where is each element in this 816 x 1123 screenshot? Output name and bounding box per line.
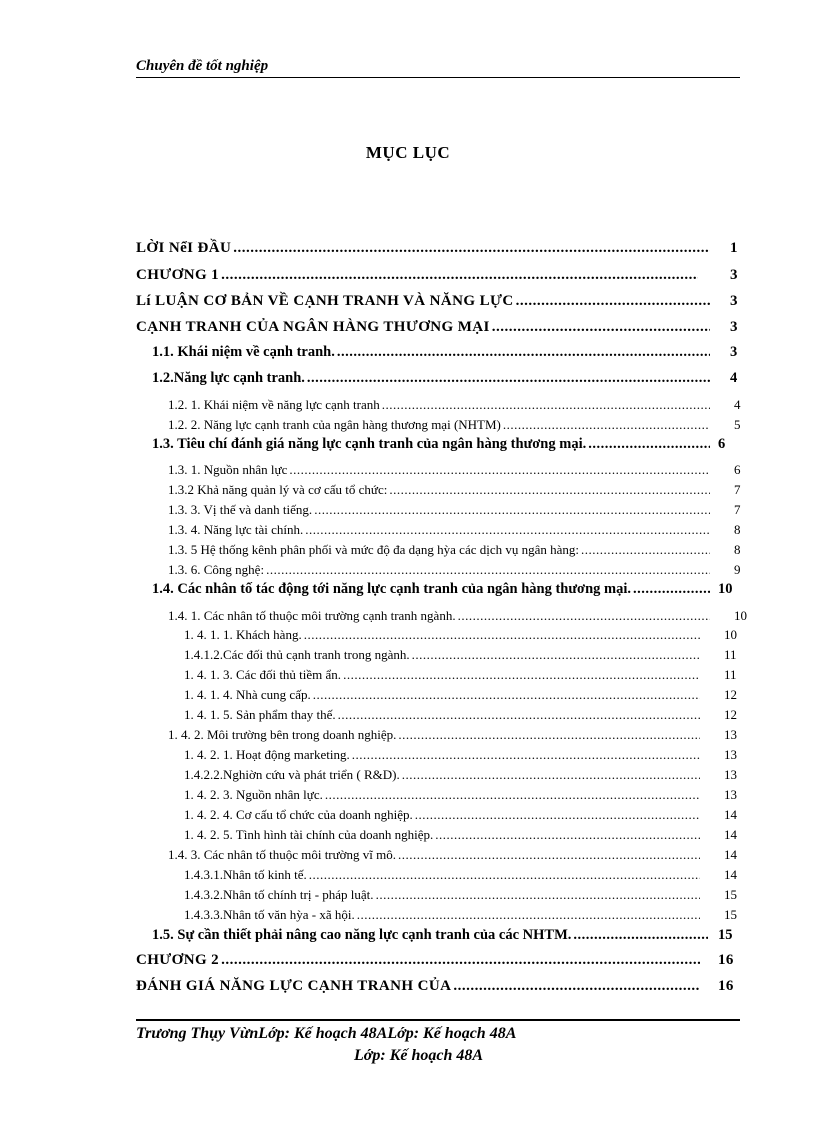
toc-entry-page: 16 bbox=[718, 978, 734, 994]
toc-leader bbox=[435, 827, 700, 843]
toc-entry-page: 13 bbox=[724, 747, 737, 762]
toc-entry[interactable] bbox=[136, 240, 738, 257]
toc-entry-page: 11 bbox=[724, 647, 737, 662]
footer-rule bbox=[136, 1019, 740, 1021]
toc-entry[interactable] bbox=[184, 887, 737, 903]
toc-entry[interactable] bbox=[168, 727, 737, 743]
toc-entry-page: 10 bbox=[724, 627, 737, 642]
toc-entry[interactable] bbox=[168, 462, 741, 478]
toc-leader bbox=[412, 647, 700, 663]
toc-entry[interactable] bbox=[136, 267, 738, 284]
toc-entry-page: 5 bbox=[734, 417, 741, 432]
toc-entry-label: 1.2. 1. Khái niệm về năng lực cạnh tranh bbox=[168, 397, 380, 412]
toc-entry-label: 1.2.Năng lực cạnh tranh. bbox=[152, 370, 305, 386]
toc-entry-page: 3 bbox=[730, 293, 738, 309]
toc-entry[interactable] bbox=[152, 370, 738, 387]
toc-leader bbox=[313, 687, 700, 703]
toc-entry-label: 1.4.2.2.Nghiờn cứu và phát triển ( R&D). bbox=[184, 767, 400, 782]
toc-entry-label: CHƯƠNG 1 bbox=[136, 267, 220, 283]
toc-entry[interactable] bbox=[168, 522, 741, 538]
toc-leader bbox=[398, 847, 700, 863]
toc-entry-label: 1. 4. 1. 4. Nhà cung cấp. bbox=[184, 687, 311, 702]
toc-entry-label: 1.4.1.2.Các đối thủ cạnh tranh trong ngành. bbox=[184, 647, 410, 662]
toc-leader bbox=[633, 581, 710, 598]
toc-entry-page: 3 bbox=[730, 344, 738, 360]
toc-leader bbox=[402, 767, 700, 783]
toc-leader bbox=[337, 344, 710, 361]
toc-entry[interactable] bbox=[168, 562, 741, 578]
toc-entry-label: 1. 4. 2. 5. Tình hình tài chính của doanh nghiệp. bbox=[184, 827, 434, 842]
toc-entry-page: 13 bbox=[724, 767, 737, 782]
toc-entry[interactable] bbox=[152, 436, 726, 453]
toc-entry-page: 7 bbox=[734, 502, 741, 517]
toc-entry-label: ĐÁNH GIÁ NĂNG LỰC CẠNH TRANH CỦA bbox=[136, 978, 452, 994]
toc-entry-label: 1. 4. 1. 3. Các đối thủ tiềm ẩn. bbox=[184, 667, 342, 682]
toc-entry[interactable] bbox=[184, 787, 737, 803]
toc-entry-label: 1. 4. 1. 1. Khách hàng. bbox=[184, 627, 302, 642]
toc-entry-label: 1.3. 5 Hệ thống kênh phân phối và mức độ đa dạng hỳa các dịch vụ ngân hàng: bbox=[168, 542, 580, 557]
toc-entry-page: 10 bbox=[734, 608, 747, 623]
toc-leader bbox=[338, 707, 700, 723]
toc-entry-label: 1.4. 1. Các nhân tố thuộc môi trường cạnh tranh ngành. bbox=[168, 608, 456, 623]
toc-entry-page: 15 bbox=[718, 927, 733, 943]
toc-entry-label: 1. 4. 2. 3. Nguồn nhân lực. bbox=[184, 787, 323, 802]
toc-entry[interactable] bbox=[168, 482, 741, 498]
toc-entry[interactable] bbox=[136, 952, 734, 969]
toc-entry-page: 1 bbox=[730, 240, 738, 256]
toc-entry[interactable] bbox=[184, 667, 737, 683]
toc-entry-label: 1.4. Các nhân tố tác động tới năng lực cạnh tranh của ngân hàng thương mại. bbox=[152, 581, 632, 597]
toc-entry[interactable] bbox=[184, 907, 737, 923]
toc-entry-page: 7 bbox=[734, 482, 741, 497]
toc-entry-label: LỜI NểI ĐẦU bbox=[136, 240, 232, 256]
footer-line-2: Lớp: Kế hoạch 48A bbox=[354, 1047, 484, 1064]
toc-leader bbox=[343, 667, 700, 683]
toc-entry[interactable] bbox=[184, 707, 737, 723]
toc-leader bbox=[492, 319, 710, 336]
toc-entry-label: 1.4.3.2.Nhân tố chính trị - pháp luật. bbox=[184, 887, 374, 902]
toc-entry-page: 4 bbox=[730, 370, 738, 386]
toc-entry[interactable] bbox=[168, 397, 741, 413]
toc-entry-label: 1. 4. 2. 4. Cơ cấu tổ chức của doanh nghiệp. bbox=[184, 807, 413, 822]
toc-entry-label: 1.4.3.3.Nhân tố văn hỳa - xã hội. bbox=[184, 907, 355, 922]
toc-leader bbox=[221, 952, 700, 969]
toc-leader bbox=[304, 627, 700, 643]
toc-entry-page: 12 bbox=[724, 687, 737, 702]
toc-entry-label: 1.5. Sự cần thiết phải nâng cao năng lực cạnh tranh của các NHTM. bbox=[152, 927, 572, 943]
toc-entry-label: 1.3. Tiêu chí đánh giá năng lực cạnh tranh của ngân hàng thương mại. bbox=[152, 436, 587, 452]
toc-leader bbox=[458, 608, 710, 624]
toc-entry-page: 15 bbox=[724, 887, 737, 902]
toc-entry-page: 12 bbox=[724, 707, 737, 722]
toc-leader bbox=[382, 397, 710, 413]
toc-entry-label: 1.4. 3. Các nhân tố thuộc môi trường vĩ mô. bbox=[168, 847, 397, 862]
toc-entry[interactable] bbox=[152, 581, 733, 598]
toc-entry[interactable] bbox=[136, 293, 738, 310]
toc-entry-label: 1. 4. 2. 1. Hoạt động marketing. bbox=[184, 747, 350, 762]
toc-leader bbox=[266, 562, 710, 578]
toc-leader bbox=[325, 787, 700, 803]
toc-entry-label: CẠNH TRANH CỦA NGÂN HÀNG THƯƠNG MẠI bbox=[136, 319, 490, 335]
toc-leader bbox=[221, 267, 698, 284]
toc-entry-label: 1.1. Khái niệm về cạnh tranh. bbox=[152, 344, 335, 360]
toc-leader bbox=[581, 542, 710, 558]
toc-leader bbox=[503, 417, 710, 433]
running-header: Chuyên đề tốt nghiệp bbox=[136, 58, 269, 74]
toc-entry-page: 10 bbox=[718, 581, 733, 597]
toc-entry-label: 1.3. 4. Năng lực tài chính. bbox=[168, 522, 304, 537]
toc-leader bbox=[305, 522, 710, 538]
toc-entry-page: 15 bbox=[724, 907, 737, 922]
toc-entry-label: 1.3. 3. Vị thế và danh tiếng. bbox=[168, 502, 313, 517]
toc-leader bbox=[376, 887, 700, 903]
toc-entry-page: 8 bbox=[734, 542, 741, 557]
toc-leader bbox=[389, 482, 710, 498]
toc-leader bbox=[453, 978, 700, 995]
toc-leader bbox=[307, 370, 710, 387]
toc-entry-page: 13 bbox=[724, 787, 737, 802]
toc-entry[interactable] bbox=[136, 978, 734, 995]
toc-entry-page: 8 bbox=[734, 522, 741, 537]
toc-entry-label: 1.3.2 Khả năng quản lý và cơ cấu tổ chức: bbox=[168, 482, 388, 497]
toc-entry[interactable] bbox=[184, 687, 737, 703]
footer-line-1: Trương Thụy VừnLớp: Kế hoạch 48ALớp: Kế hoạch 48A bbox=[136, 1025, 517, 1042]
toc-entry[interactable] bbox=[168, 542, 741, 558]
toc-entry[interactable] bbox=[152, 927, 733, 944]
toc-entry-page: 14 bbox=[724, 807, 737, 822]
toc-entry-page: 11 bbox=[724, 667, 737, 682]
toc-entry[interactable] bbox=[152, 344, 738, 361]
toc-entry[interactable] bbox=[184, 807, 737, 823]
toc-entry-label: 1. 4. 1. 5. Sản phẩm thay thế. bbox=[184, 707, 336, 722]
toc-entry[interactable] bbox=[168, 502, 741, 518]
toc-entry[interactable] bbox=[184, 827, 737, 843]
toc-leader bbox=[309, 867, 700, 883]
toc-entry-page: 6 bbox=[734, 462, 741, 477]
toc-leader bbox=[573, 927, 708, 944]
toc-entry[interactable] bbox=[184, 647, 737, 663]
toc-entry-label: 1.4.3.1.Nhân tố kinh tế. bbox=[184, 867, 307, 882]
toc-entry[interactable] bbox=[184, 767, 737, 783]
toc-leader bbox=[588, 436, 710, 453]
toc-entry-page: 3 bbox=[730, 319, 738, 335]
toc-entry[interactable] bbox=[184, 747, 737, 763]
toc-entry-page: 9 bbox=[734, 562, 741, 577]
toc-leader bbox=[352, 747, 700, 763]
toc-entry-page: 14 bbox=[724, 867, 737, 882]
toc-entry-page: 6 bbox=[718, 436, 726, 452]
toc-entry[interactable] bbox=[184, 867, 737, 883]
toc-entry-page: 14 bbox=[724, 847, 737, 862]
toc-entry[interactable] bbox=[168, 847, 737, 863]
toc-entry-page: 16 bbox=[718, 952, 734, 968]
toc-entry[interactable] bbox=[168, 608, 747, 624]
toc-entry-page: 3 bbox=[730, 267, 738, 283]
toc-entry-page: 13 bbox=[724, 727, 737, 742]
toc-entry-page: 14 bbox=[724, 827, 737, 842]
toc-leader bbox=[289, 462, 710, 478]
toc-entry-label: CHƯƠNG 2 bbox=[136, 952, 220, 968]
toc-entry[interactable] bbox=[168, 417, 741, 433]
toc-entry-label: 1.3. 6. Công nghệ: bbox=[168, 562, 265, 577]
toc-leader bbox=[398, 727, 700, 743]
toc-leader bbox=[233, 240, 710, 257]
toc-entry-label: 1.3. 1. Nguồn nhân lực bbox=[168, 462, 288, 477]
toc-entry-page: 4 bbox=[734, 397, 741, 412]
toc-leader bbox=[415, 807, 700, 823]
toc-leader bbox=[516, 293, 710, 310]
toc-entry-label: 1. 4. 2. Môi trường bên trong doanh nghiệp. bbox=[168, 727, 397, 742]
toc-entry[interactable] bbox=[136, 319, 738, 336]
toc-entry-label: 1.2. 2. Năng lực cạnh tranh của ngân hàng thương mại (NHTM) bbox=[168, 417, 501, 432]
toc-entry[interactable] bbox=[184, 627, 737, 643]
toc-leader bbox=[314, 502, 710, 518]
toc-leader bbox=[357, 907, 700, 923]
toc-entry-label: Lí LUẬN CƠ BẢN VỀ CẠNH TRANH VÀ NĂNG LỰC bbox=[136, 293, 514, 309]
toc-title: MỤC LỤC bbox=[365, 143, 451, 162]
